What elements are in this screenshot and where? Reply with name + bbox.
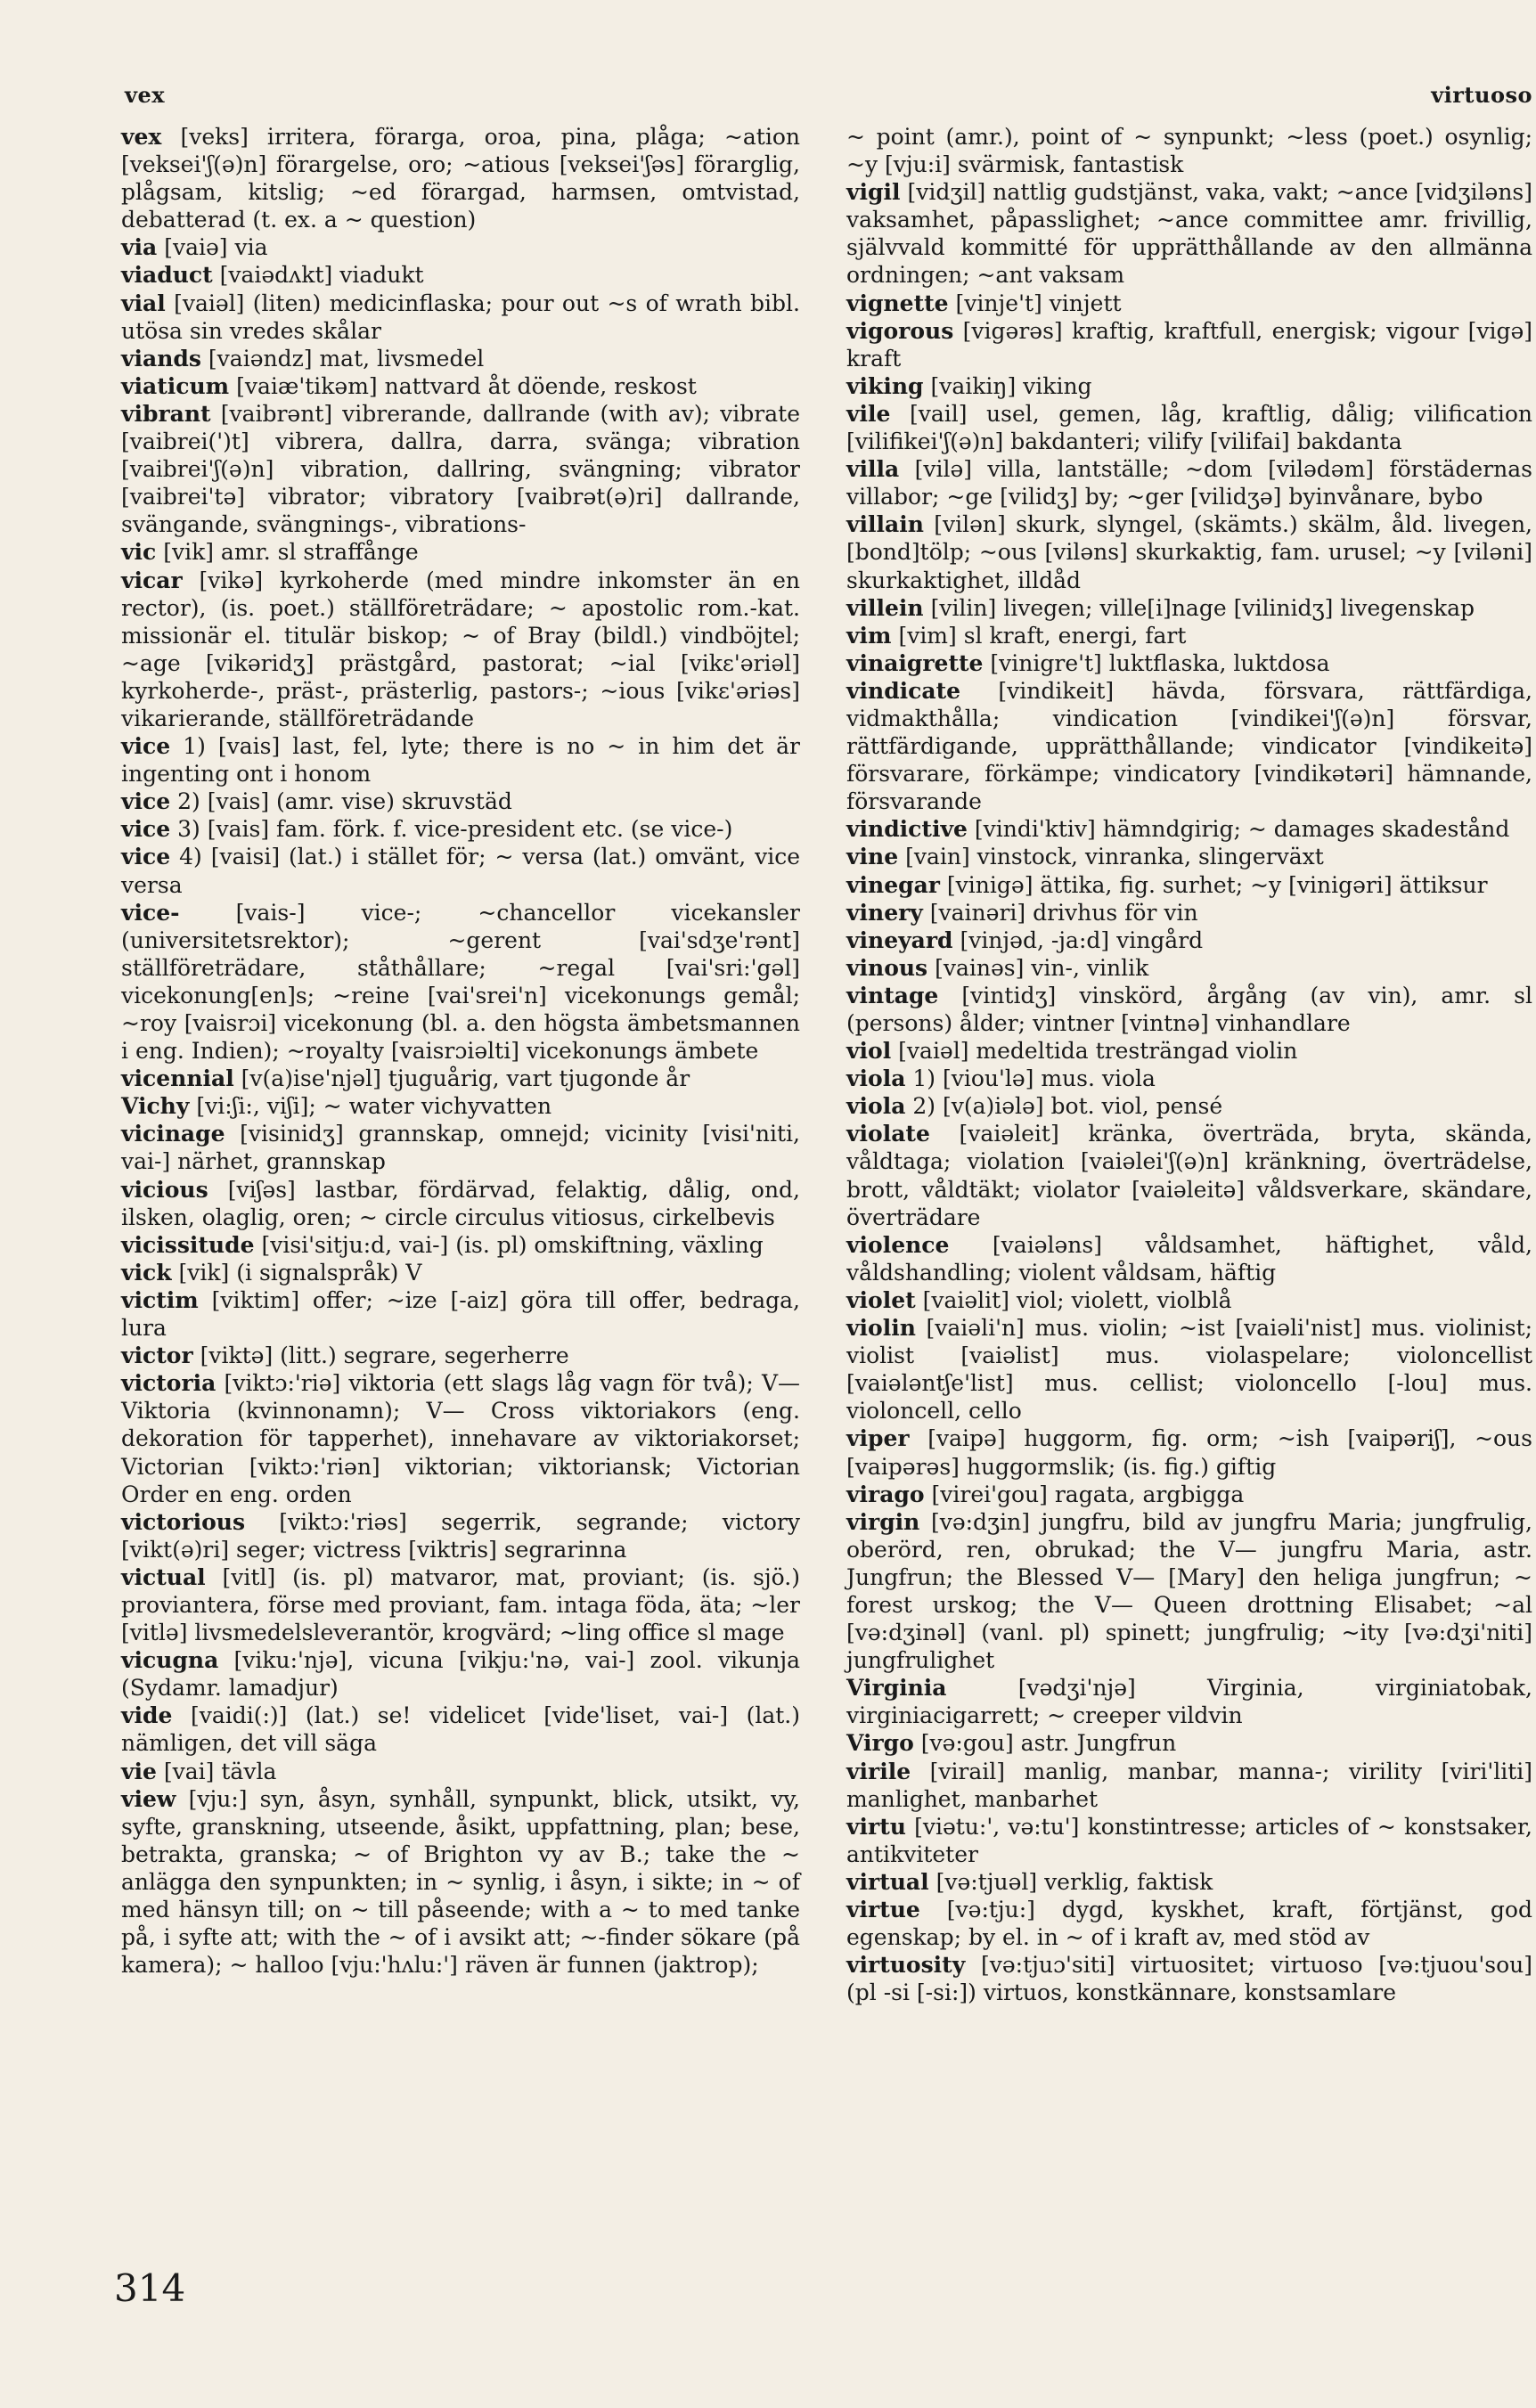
entry-headword: virgin: [846, 1508, 920, 1535]
entry-headword: violet: [846, 1286, 916, 1313]
entry-body: [virail] manlig, manbar, manna-; virility [viri'liti] manlighet, manbarhet: [846, 1758, 1532, 1812]
entry-body: [viktɔ:'riəs] segerrik, segrande; victory [vikt(ə)ri] seger; victress [viktris] segrarinna: [121, 1508, 800, 1563]
entry-body: [vindikeit] hävda, försvara, rättfärdiga, vidmakthålla; vindication [vindikei'ʃ(ə)n] försvar, rättfärdigande, upprätthållande; vindicator [vindikeitə] försvarare, förkämpe; vindicatory [vindikətəri] hämnande, försvarande: [846, 677, 1532, 815]
entry-headword: virtual: [846, 1868, 929, 1895]
dictionary-entry: [846, 1231, 1532, 1286]
entry-headword: vinery: [846, 899, 923, 926]
dictionary-entry: [846, 1951, 1532, 2006]
entry-body: [viku:'njə], vicuna [vikju:'nə, vai-] zool. vikunja (Sydamr. lamadjur): [121, 1647, 801, 1702]
entry-body: [vaiəl] (liten) medicinflaska; pour out ~s of wrath bibl. utösa sin vredes skålar: [121, 290, 800, 344]
dictionary-entry: [846, 1481, 1532, 1508]
dictionary-entry: [121, 290, 800, 345]
entry-headword: vinaigrette: [846, 649, 984, 676]
dictionary-entry: [121, 732, 800, 788]
left-guide-word: vex: [125, 82, 166, 108]
entry-body: 1) [vais] last, fel, lyte; there is no ~ in him det är ingenting ont i honom: [121, 733, 800, 788]
dictionary-entry: [846, 400, 1532, 455]
entry-headword: vice-: [121, 899, 180, 926]
entry-body: [vai] tävla: [163, 1758, 277, 1784]
entry-body: 4) [vaisi] (lat.) i stället för; ~ versa (lat.) omvänt, vice versa: [121, 844, 800, 898]
entry-body: [vaiəli'n] mus. violin; ~ist [vaiəli'nist] mus. violinist; violist [vaiəlist] mus. violaspelare; violoncellist [vaiələntʃe'list] mus. cellist; violoncello [-lou] mus. violoncell, cello: [846, 1315, 1532, 1424]
dictionary-entry: [121, 1342, 800, 1369]
entry-body: [virei'gou] ragata, argbigga: [931, 1481, 1245, 1507]
dictionary-entry: [121, 1369, 800, 1507]
entry-headword: vicious: [121, 1176, 208, 1203]
entry-body: [vinigre't] luktflaska, luktdosa: [990, 649, 1330, 676]
entry-body: [vigərəs] kraftig, kraftfull, energisk; vigour [vigə] kraft: [846, 317, 1532, 371]
entry-headword: victorious: [121, 1508, 246, 1535]
entry-headword: vex: [121, 124, 162, 150]
dictionary-entry: [121, 567, 800, 733]
entry-headword: vine: [846, 844, 899, 870]
entry-headword: vice: [121, 844, 171, 870]
dictionary-entry: [121, 372, 800, 400]
entry-headword: villein: [846, 594, 924, 621]
entry-body: [vainəs] vin-, vinlik: [935, 954, 1149, 981]
dictionary-entry: [121, 1176, 800, 1231]
entry-body: [vilin] livegen; ville[i]nage [vilinidʒ] livegenskap: [930, 594, 1475, 621]
entry-headword: vicugna: [121, 1647, 219, 1674]
dictionary-entry: [846, 871, 1532, 899]
entry-body: [viʃəs] lastbar, fördärvad, felaktig, dålig, ond, ilsken, olaglig, oren; ~ circle circulus vitiosus, cirkelbevis: [121, 1176, 800, 1230]
dictionary-entry: [121, 123, 800, 233]
entry-headword: vicinage: [121, 1121, 225, 1147]
entry-headword: vicissitude: [121, 1231, 255, 1258]
entry-headword: viola: [846, 1065, 906, 1092]
entry-body: [vaiədʌkt] viadukt: [219, 262, 424, 289]
entry-body: [vinjəd, -ja:d] vingård: [960, 926, 1204, 953]
entry-body: [vail] usel, gemen, låg, kraftlig, dålig; vilification [vilifikei'ʃ(ə)n] bakdanteri; vilify [vilifai] bakdanta: [846, 400, 1532, 455]
dictionary-entry: [846, 1424, 1532, 1480]
entry-headword: vide: [121, 1702, 173, 1729]
entry-headword: violin: [846, 1315, 916, 1342]
entry-body: ~ point (amr.), point of ~ synpunkt; ~less (poet.) osynlig; ~y [vju:i] svärmisk, fantastisk: [846, 124, 1532, 178]
entry-headword: Virginia: [846, 1675, 947, 1702]
dictionary-entry: [846, 317, 1532, 372]
entry-body: [visinidʒ] grannskap, omnejd; vicinity [visi'niti, vai-] närhet, grannskap: [121, 1121, 800, 1175]
dictionary-entry: [846, 1508, 1532, 1675]
entry-headword: vibrant: [121, 400, 211, 427]
dictionary-entry: [121, 788, 800, 815]
entry-body: [viktim] offer; ~ize [-aiz] göra till offer, bedraga, lura: [121, 1286, 800, 1342]
entry-body: [vədʒi'njə] Virginia, virginiatobak, virginiacigarrett; ~ creeper vildvin: [846, 1675, 1532, 1729]
dictionary-entry: [846, 1286, 1532, 1314]
dictionary-entry: [846, 1868, 1532, 1896]
entry-body: [və:tjuəl] verklig, faktisk: [935, 1868, 1213, 1895]
entry-headword: vineyard: [846, 926, 953, 953]
entry-body: 1) [viou'lə] mus. viola: [912, 1065, 1156, 1092]
dictionary-entry: [846, 178, 1532, 289]
entry-headword: vicar: [121, 567, 183, 593]
entry-body: [veks] irritera, förarga, oroa, pina, plåga; ~ation [veksei'ʃ(ə)n] förargelse, oro; ~atious [veksei'ʃəs] förarglig, plågsam, kitslig; ~ed förargad, harmsen, omtvistad, debatterad (t. ex. a ~ question): [121, 124, 800, 233]
dictionary-entry: [121, 1286, 800, 1342]
entry-body: [vik] amr. sl straffånge: [163, 539, 419, 566]
entry-body: [vju:] syn, åsyn, synhåll, synpunkt, blick, utsikt, vy, syfte, granskning, utseende, åsikt, uppfattning, plan; bese, betrakta, granska; ~ of Brighton vy av B.; take the ~ anlägga den synpunkten; in ~ synlig, i åsyn, i sikte; in ~ of med hänsyn till; on ~ till påseende; with a ~ to med tanke på, i syfte att; with the ~ of i avsikt att; ~-finder sökare (på kamera); ~ halloo [vju:'hʌlu:'] räven är funnen (jaktrop);: [121, 1785, 800, 1979]
entry-body: [vais-] vice-; ~chancellor vicekansler (universitetsrektor); ~gerent [vai'sdʒe'rənt] ställföreträdare, ståthållare; ~regal [vai'sri:'gəl] vicekonung[en]s; ~reine [vai'srei'n] vicekonungs gemål; ~roy [vaisrɔi] vicekonung (bl. a. den högsta ämbetsmannen i eng. Indien); ~royalty [vaisrɔiəlti] vicekonungs ämbete: [121, 899, 801, 1065]
dictionary-entry: [846, 290, 1532, 317]
entry-headword: vim: [846, 622, 892, 649]
entry-headword: vintage: [846, 982, 939, 1008]
dictionary-entry: [846, 1896, 1532, 1951]
entry-headword: vinegar: [846, 871, 940, 898]
entry-body: [vaibrənt] vibrerande, dallrande (with av); vibrate [vaibrei(')t] vibrera, dallra, darra, svänga; vibration [vaibrei'ʃ(ə)n] vibration, dallring, svängning; vibrator [vaibrei'tə] vibrator; vibratory [vaibrət(ə)ri] dallrande, svängande, svängnings-, vibrations-: [121, 400, 800, 538]
entry-body: [və:dʒin] jungfru, bild av jungfru Maria; jungfrulig, oberörd, ren, obrukad; the V— jungfru Maria, astr. Jungfrun; the Blessed V— [Mary] den heliga jungfrun; ~ forest urskog; the V— Queen drottning Elisabet; ~al [və:dʒinəl] (vanl. pl) spinett; jungfrulig; ~ity [və:dʒi'niti] jungfrulighet: [846, 1508, 1533, 1674]
dictionary-entry: [846, 455, 1532, 510]
entry-headword: violate: [846, 1121, 930, 1147]
entry-headword: viaduct: [121, 262, 213, 289]
entry-body: 3) [vais] fam. förk. f. vice-president etc. (se vice-): [177, 816, 733, 843]
entry-body: [vaikiŋ] viking: [930, 372, 1092, 399]
entry-headword: viking: [846, 372, 924, 399]
dictionary-entry: [846, 1314, 1532, 1424]
dictionary-entry: [121, 1646, 800, 1702]
dictionary-entry: [846, 649, 1532, 677]
entry-body: [visi'sitju:d, vai-] (is. pl) omskiftning, växling: [261, 1231, 764, 1258]
entry-headword: villa: [846, 456, 900, 483]
entry-headword: viaticum: [121, 372, 230, 399]
entry-headword: vile: [846, 400, 891, 427]
dictionary-entry: [846, 1729, 1532, 1757]
dictionary-entry: [846, 677, 1532, 815]
dictionary-entry: [121, 1563, 800, 1646]
entry-body: [vaiələns] våldsamhet, häftighet, våld, våldshandling; violent våldsam, häftig: [846, 1231, 1532, 1286]
entry-headword: villain: [846, 511, 924, 538]
entry-headword: virtu: [846, 1813, 906, 1840]
entry-headword: victoria: [121, 1370, 217, 1397]
entry-headword: viol: [846, 1038, 892, 1065]
entry-body: [vaiæ'tikəm] nattvard åt döende, reskost: [236, 372, 697, 399]
entry-headword: vial: [121, 290, 166, 316]
entry-headword: vice: [121, 733, 171, 760]
entry-body: [və:gou] astr. Jungfrun: [920, 1730, 1177, 1757]
entry-headword: virtuosity: [846, 1952, 966, 1979]
entry-body: 2) [v(a)iələ] bot. viol, pensé: [912, 1093, 1223, 1120]
entry-body: [vilən] skurk, slyngel, (skämts.) skälm, åld. livegen, [bond]tölp; ~ous [viləns] skurkaktig, fam. urusel; ~y [viləni] skurkaktighet, illdåd: [846, 511, 1532, 593]
dictionary-entry: [846, 594, 1532, 622]
entry-headword: vignette: [846, 290, 949, 316]
entry-body: [vaiəl] medeltida tresträngad violin: [898, 1038, 1298, 1065]
entry-headword: vinous: [846, 954, 928, 981]
entry-body: [və:tjuɔ'siti] virtuositet; virtuoso [və:tjuou'sou] (pl -si [-si:]) virtuos, konstkännare, konstsamlare: [846, 1952, 1533, 2006]
entry-body: [vaiə] via: [164, 234, 268, 261]
dictionary-entry: [121, 843, 800, 898]
dictionary-entry: [121, 1092, 800, 1120]
dictionary-entry: [121, 261, 800, 289]
dictionary-entry: [121, 1259, 800, 1286]
dictionary-entry: [846, 815, 1532, 843]
dictionary-entry: [121, 345, 800, 372]
entry-body: [vain] vinstock, vinranka, slingerväxt: [905, 844, 1324, 870]
entry-headword: viper: [846, 1425, 910, 1452]
entry-body: [vidʒil] nattlig gudstjänst, vaka, vakt; ~ance [vidʒiləns] vaksamhet, påpasslighet; ~ance committee amr. frivillig, självvald kommitté för upprätthållande av den allmänna ordningen; ~ant vaksam: [846, 179, 1533, 289]
dictionary-entry: [121, 233, 800, 261]
entry-body: [vi:ʃi:, viʃi]; ~ water vichyvatten: [196, 1093, 552, 1120]
entry-body: [vitl] (is. pl) matvaror, mat, proviant; (is. sjö.) proviantera, förse med proviant, fam. intaga föda, äta; ~ler [vitlə] livsmedelsleverantör, krogvärd; ~ling office sl mage: [121, 1563, 800, 1646]
entry-headword: vindicate: [846, 677, 961, 704]
dictionary-entry: [846, 123, 1532, 178]
entry-headword: vick: [121, 1259, 172, 1286]
dictionary-entry: [846, 1037, 1532, 1065]
dictionary-entry: [846, 843, 1532, 870]
page-number: 314: [114, 2266, 186, 2310]
entry-headword: vice: [121, 816, 171, 843]
dictionary-entry: [121, 815, 800, 843]
entry-body: [və:tju:] dygd, kyskhet, kraft, förtjänst, god egenskap; by el. in ~ of i kraft av, med stöd av: [846, 1897, 1532, 1951]
entry-headword: vigorous: [846, 317, 954, 344]
dictionary-entry: [846, 899, 1532, 926]
entry-headword: victual: [121, 1563, 206, 1590]
entry-headword: virtue: [846, 1897, 920, 1922]
dictionary-entry: [121, 1702, 800, 1757]
left-column: [121, 123, 800, 1979]
entry-body: [vinigə] ättika, fig. surhet; ~y [vinigəri] ättiksur: [946, 871, 1488, 898]
entry-body: [vintidʒ] vinskörd, årgång (av vin), amr. sl (persons) ålder; vintner [vintnə] vinhandlare: [846, 982, 1533, 1036]
dictionary-entry: [121, 899, 800, 1065]
dictionary-entry: [846, 926, 1532, 954]
entry-headword: viola: [846, 1093, 906, 1120]
dictionary-entry: [846, 1813, 1532, 1868]
right-guide-word: virtuoso: [1431, 82, 1532, 108]
dictionary-entry: [846, 954, 1532, 982]
entry-body: [viktə] (litt.) segrare, segerherre: [200, 1343, 569, 1369]
entry-headword: victim: [121, 1286, 199, 1313]
dictionary-entry: [121, 1758, 800, 1785]
entry-body: [vaiəlit] viol; violett, violblå: [922, 1286, 1232, 1313]
entry-body: [vim] sl kraft, energi, fart: [898, 622, 1187, 649]
entry-headword: vicennial: [121, 1065, 234, 1092]
entry-body: [vik] (i signalspråk) V: [178, 1259, 422, 1286]
dictionary-entry: [846, 622, 1532, 649]
dictionary-entry: [846, 1065, 1532, 1092]
entry-body: [vaiəndz] mat, livsmedel: [208, 345, 485, 371]
dictionary-entry: [121, 1065, 800, 1092]
dictionary-entry: [846, 1674, 1532, 1729]
entry-body: [vaipə] huggorm, fig. orm; ~ish [vaipəriʃ], ~ous [vaipərəs] huggormslik; (is. fig.) giftig: [846, 1425, 1532, 1480]
entry-body: [vaidi(:)] (lat.) se! videlicet [vide'liset, vai-] (lat.) nämligen, det vill säga: [121, 1702, 800, 1757]
entry-headword: via: [121, 234, 158, 261]
entry-headword: virile: [846, 1758, 911, 1784]
entry-headword: viands: [121, 345, 201, 371]
entry-headword: violence: [846, 1231, 950, 1258]
entry-headword: view: [121, 1785, 176, 1812]
dictionary-entry: [846, 982, 1532, 1037]
entry-headword: virago: [846, 1481, 925, 1507]
entry-body: [viətu:', və:tu'] konstintresse; articles of ~ konstsaker, antikviteter: [846, 1813, 1532, 1867]
entry-body: [vinje't] vinjett: [955, 290, 1122, 316]
entry-headword: vie: [121, 1758, 157, 1784]
dictionary-entry: [121, 400, 800, 538]
entry-headword: vigil: [846, 179, 901, 206]
entry-body: [vaiəleit] kränka, överträda, bryta, skända, våldtaga; violation [vaiəlei'ʃ(ə)n] kränkning, överträdelse, brott, våldtäkt; violator [vaiəleitə] våldsverkare, skändare, överträdare: [846, 1121, 1533, 1230]
entry-headword: vindictive: [846, 816, 968, 843]
entry-headword: Virgo: [846, 1730, 914, 1757]
entry-body: [v(a)ise'njəl] tjuguårig, vart tjugonde år: [241, 1065, 690, 1092]
entry-body: [vindi'ktiv] hämndgirig; ~ damages skadestånd: [974, 816, 1510, 843]
entry-body: 2) [vais] (amr. vise) skruvstäd: [177, 788, 512, 815]
dictionary-entry: [121, 1231, 800, 1259]
entry-body: [viktɔ:'riə] viktoria (ett slags låg vagn för två); V— Viktoria (kvinnonamn); V— Cross viktoriakors (eng. dekoration för tapperhet), innehavare av viktoriakorset; Victorian [viktɔ:'riən] viktorian; viktoriansk; Victorian Order en eng. orden: [121, 1370, 800, 1507]
dictionary-entry: [121, 1508, 800, 1563]
dictionary-entry: [846, 372, 1532, 400]
entry-body: [vainəri] drivhus för vin: [929, 899, 1198, 926]
dictionary-entry: [846, 510, 1532, 593]
entry-body: [vilə] villa, lantställe; ~dom [vilədəm] förstädernas villabor; ~ge [vilidʒ] by; ~ger [vilidʒə] byinvånare, bybo: [846, 456, 1532, 510]
dictionary-entry: [846, 1092, 1532, 1120]
entry-headword: Vichy: [121, 1093, 190, 1120]
entry-headword: vic: [121, 539, 157, 566]
dictionary-entry: [846, 1758, 1532, 1813]
dictionary-entry: [121, 538, 800, 566]
dictionary-entry: [121, 1785, 800, 1979]
entry-headword: vice: [121, 788, 171, 815]
entry-body: [vikə] kyrkoherde (med mindre inkomster än en rector), (is. poet.) ställföreträdare; ~ apostolic rom.-kat. missionär el. titulär biskop; ~ of Bray (bildl.) vindböjtel; ~age [vikəridʒ] prästgård, pastorat; ~ial [vikɛ'əriəl] kyrkoherde-, präst-, prästerlig, pastors-; ~ious [vikɛ'əriəs] vikarierande, ställföreträdande: [121, 567, 801, 731]
right-column: [846, 123, 1532, 2006]
entry-headword: victor: [121, 1343, 193, 1369]
dictionary-entry: [121, 1120, 800, 1175]
dictionary-entry: [846, 1120, 1532, 1230]
